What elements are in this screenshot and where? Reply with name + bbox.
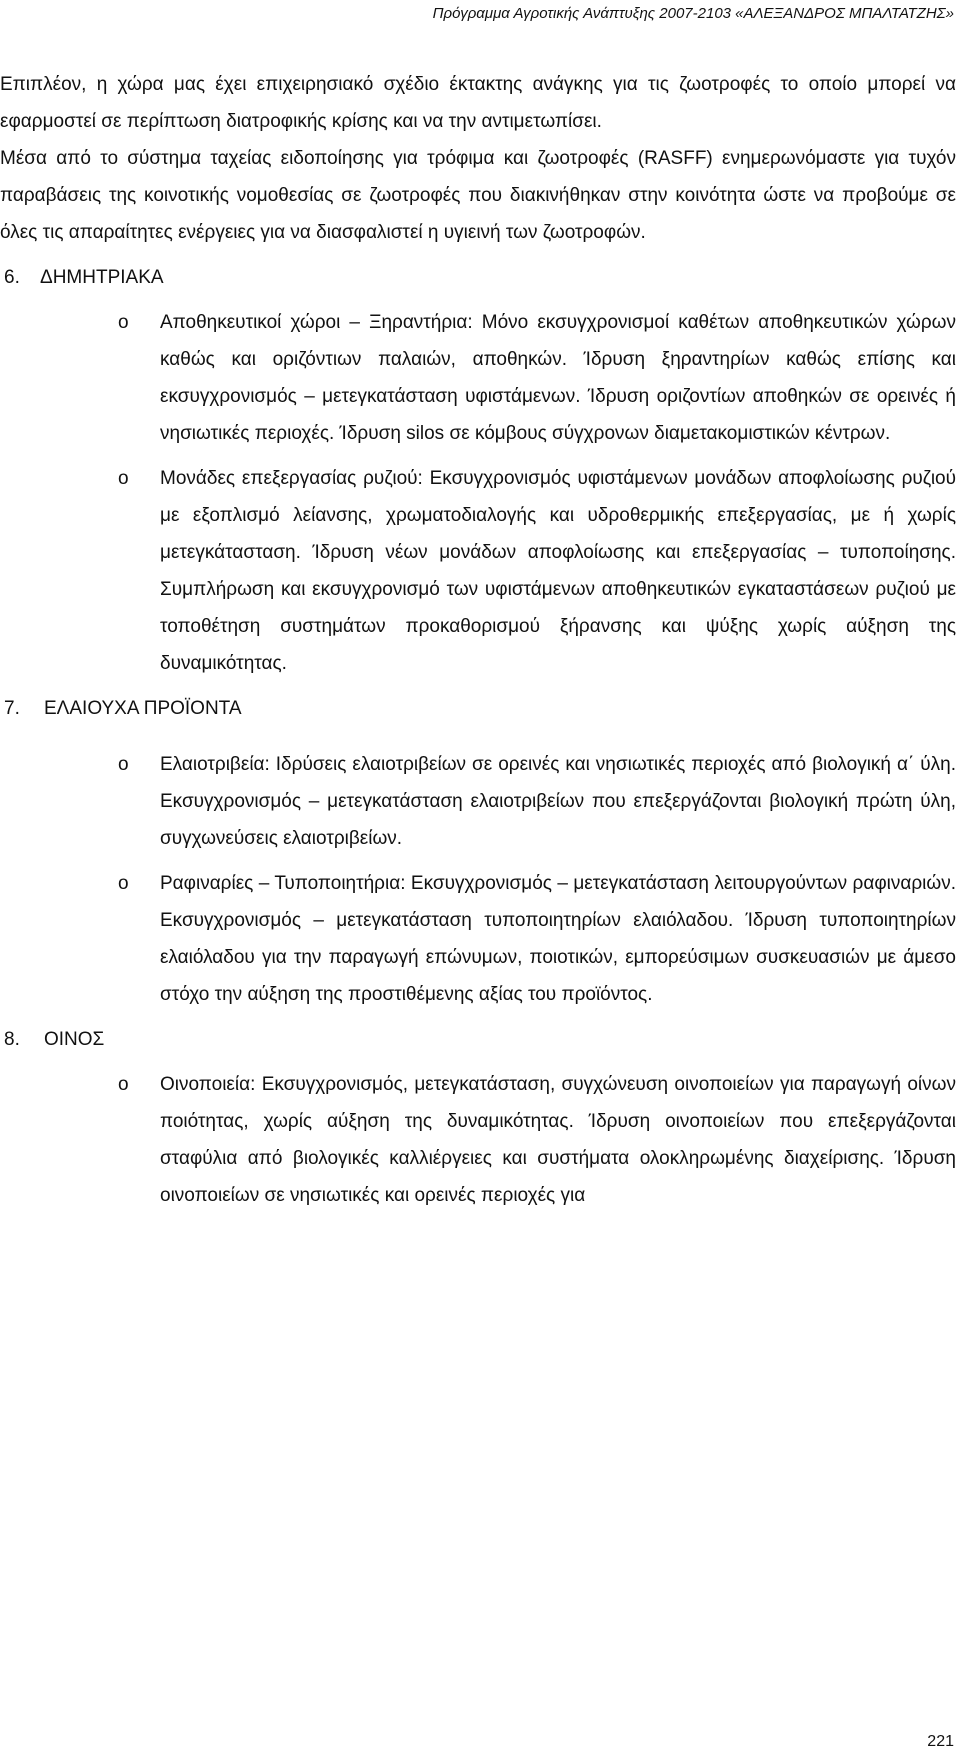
section-title: ΔΗΜΗΤΡΙΑΚΑ (40, 267, 164, 288)
list-item (0, 460, 956, 682)
spacer (0, 1058, 956, 1066)
spacer (0, 296, 956, 304)
list-item (0, 865, 956, 1013)
list-item-text: Οινοποιεία: Εκσυγχρονισμός, μετεγκατάσταση, συγχώνευση οινοποιείων για παραγωγή οίνων ποιότητας, χωρίς αύξηση της δυναμικότητας. Ίδρυση οινοποιείων που επεξεργάζονται σταφύλια από βιολογικές καλλιέργειες και συστήματα ολοκληρωμένης διαχείρισης. Ίδρυση οινοποιείων σε νησιωτικές και ορεινές περιοχές για (160, 1074, 956, 1206)
list-item-text: Αποθηκευτικοί χώροι – Ξηραντήρια: Μόνο εκσυγχρονισμοί καθέτων αποθηκευτικών χώρων καθώς και οριζόντιων παλαιών, αποθηκών. Ίδρυση ξηραντηρίων καθώς επίσης και εκσυγχρονισμός – μετεγκατάσταση υφιστάμενων. Ίδρυση οριζοντίων αποθηκών σε ορεινές ή νησιωτικές περιοχές. Ίδρυση silos σε κόμβους σύγχρονων διαμετακομιστικών κέντρων. (160, 312, 956, 444)
spacer (0, 1013, 956, 1021)
section-title: ΟΙΝΟΣ (44, 1029, 105, 1050)
list-item-text: Ραφιναρίες – Τυποποιητήρια: Εκσυγχρονισμός – μετεγκατάσταση λειτουργούντων ραφιναριών. Εκσυγχρονισμός – μετεγκατάσταση τυποποιητηρίων ελαιόλαδου. Ίδρυση τυποποιητηρίων ελαιόλαδου για την παραγωγή επώνυμων, ποιοτικών, εμπορεύσιμων συσκευασιών με άμεσο στόχο την αύξηση της προστιθέμενης αξίας του προϊόντος. (160, 873, 956, 1005)
section-6-list (0, 304, 956, 682)
list-item (0, 1066, 956, 1214)
section-number: 8. (4, 1029, 20, 1050)
running-header: Πρόγραμμα Αγροτικής Ανάπτυξης 2007-2103 «ΑΛΕΞΑΝΔΡΟΣ ΜΠΑΛΤΑΤΖΗΣ» (432, 5, 954, 22)
list-item-text: Ελαιοτριβεία: Ιδρύσεις ελαιοτριβείων σε ορεινές και νησιωτικές περιοχές από βιολογική α΄ ύλη. Εκσυγχρονισμός – μετεγκατάσταση ελαιοτριβείων που επεξεργάζονται βιολογική πρώτη ύλη, συγχωνεύσεις ελαιοτριβείων. (160, 754, 956, 849)
spacer (0, 682, 956, 690)
section-title: ΕΛΑΙΟΥΧΑ ΠΡΟΪΟΝΤΑ (44, 698, 242, 719)
section-number: 7. (4, 698, 20, 719)
bullet-icon: o (118, 754, 129, 775)
spacer (0, 857, 956, 865)
section-heading-8 (0, 1021, 956, 1058)
bullet-icon: o (118, 1074, 129, 1095)
section-8-list (0, 1066, 956, 1214)
list-item (0, 746, 956, 857)
spacer (0, 727, 956, 746)
bullet-icon: o (118, 312, 129, 333)
bullet-icon: o (118, 873, 129, 894)
spacer (0, 452, 956, 460)
section-7-list (0, 746, 956, 1013)
list-item (0, 304, 956, 452)
list-item-text: Μονάδες επεξεργασίας ρυζιού: Εκσυγχρονισμός υφιστάμενων μονάδων αποφλοίωσης ρυζιού με εξοπλισμό λείανσης, χρωματοδιαλογής και υδροθερμικής επεξεργασίας, με ή χωρίς μετεγκάτασταση. Ίδρυση νέων μονάδων αποφλοίωσης και επεξεργασίας – τυποποίησης. Συμπλήρωση και εκσυγχρονισμό των υφιστάμενων αποθηκευτικών εγκαταστάσεων ρυζιού με τοποθέτηση συστημάτων προκαθορισμού ξήρανσης και ψύξης χωρίς αύξηση της δυναμικότητας. (160, 468, 956, 674)
intro-paragraph-1: Επιπλέον, η χώρα μας έχει επιχειρησιακό σχέδιο έκτακτης ανάγκης για τις ζωοτροφές το οποίο μπορεί να εφαρμοστεί σε περίπτωση διατροφικής κρίσης και να την αντιμετωπίσει. (0, 74, 956, 132)
intro-paragraph-2: Μέσα από το σύστημα ταχείας ειδοποίησης για τρόφιμα και ζωοτροφές (RASFF) ενημερωνόμαστε για τυχόν παραβάσεις της κοινοτικής νομοθεσίας σε ζωοτροφές που διακινήθηκαν στην κοινότητα ώστε να προβούμε σε όλες τις απαραίτητες ενέργειες για να διασφαλιστεί η υγιεινή των ζωοτροφών. (0, 148, 956, 243)
spacer (0, 251, 956, 259)
section-number: 6. (4, 267, 20, 288)
page-number: 221 (927, 1733, 954, 1750)
section-heading-7 (0, 690, 956, 727)
section-heading-6 (0, 259, 956, 296)
page-body (0, 66, 956, 1214)
bullet-icon: o (118, 468, 129, 489)
